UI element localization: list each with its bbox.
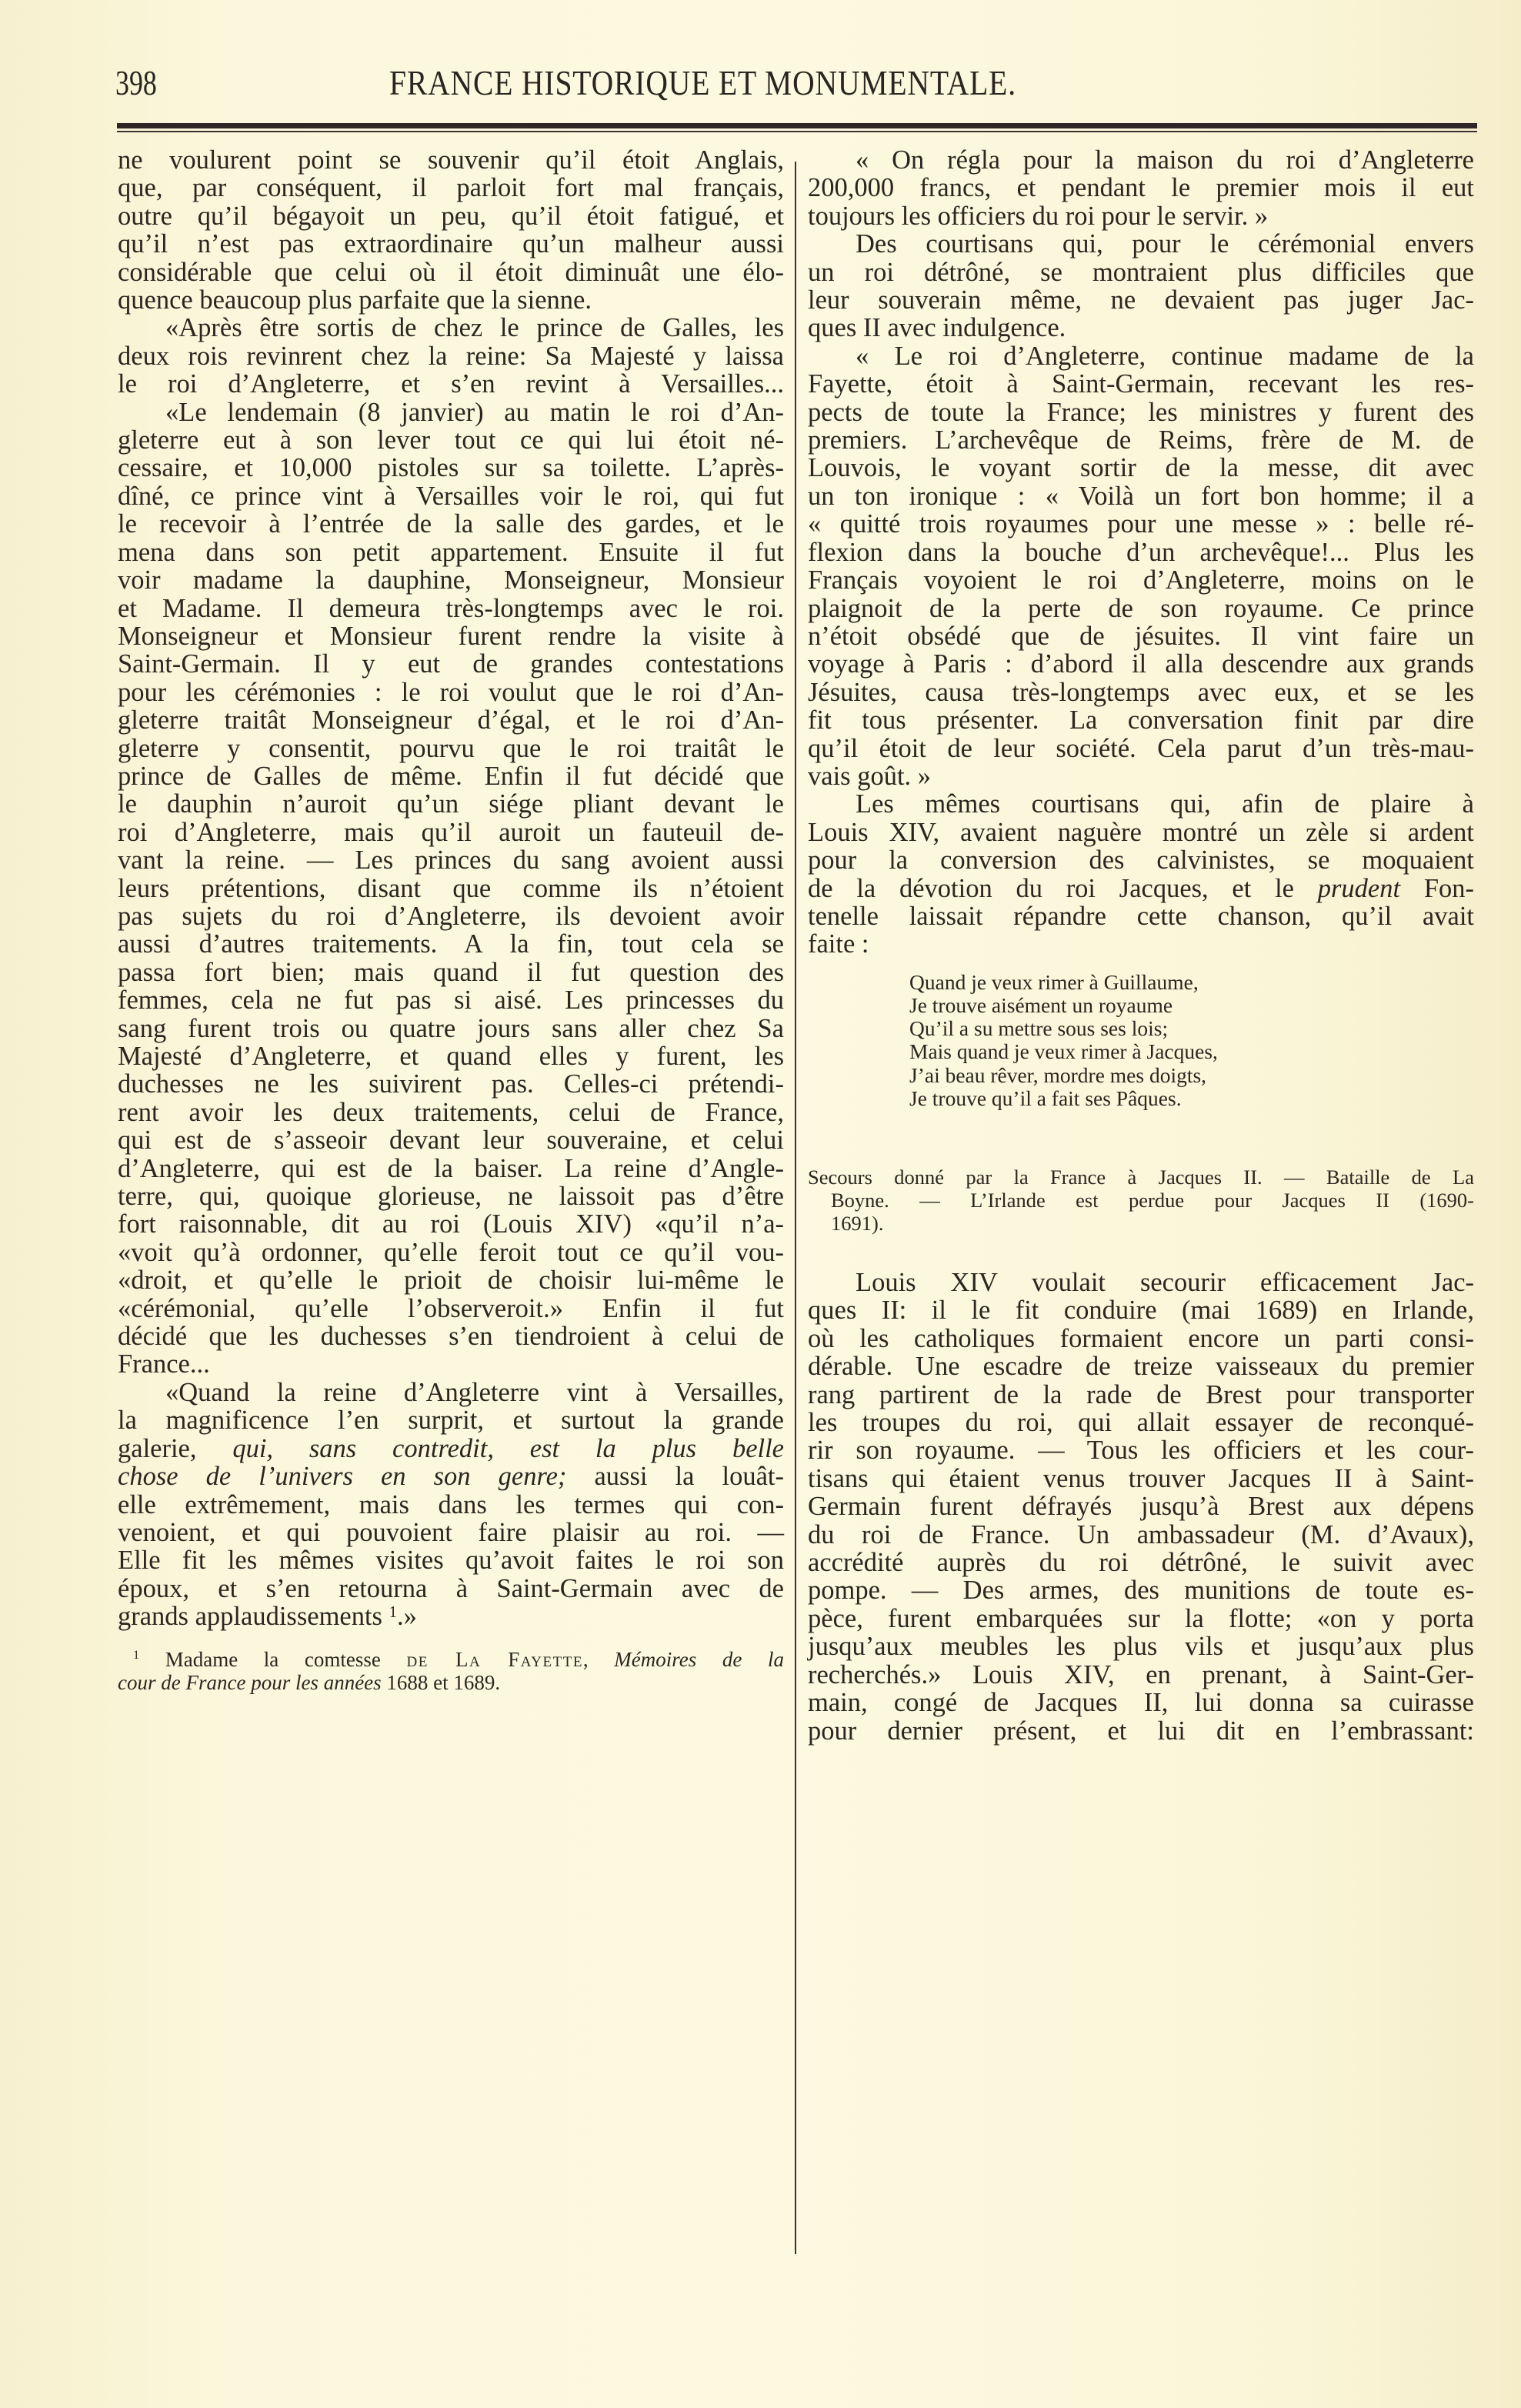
left-column: [118, 146, 784, 1694]
text-line: [118, 1435, 784, 1462]
text-line: leurs prétentions, disant que comme ils n’étoient: [118, 873, 784, 903]
running-head: [115, 60, 1477, 106]
text-line: faite :: [808, 929, 869, 959]
text-line: 200,000 francs, et pendant le premier mois il eut: [808, 173, 1474, 203]
text-line: voyage à Paris : d’abord il alla descendre aux grands: [808, 649, 1474, 679]
text-line: Louis XIV, avaient naguère montré un zèle si ardent: [808, 817, 1474, 847]
text-line: un roi détrôné, se montraient plus difficiles que: [808, 257, 1474, 287]
paragraph: [808, 230, 1474, 342]
header-rule-thin: [117, 131, 1477, 132]
text-line: [808, 875, 1474, 902]
text-line: pour les cérémonies : le roi voulut que le roi d’An-: [118, 677, 784, 707]
text-line: passa fort bien; mais quand il fut question des: [118, 957, 784, 987]
text-run: 1688 et 1689.: [381, 1670, 501, 1694]
text-line: France...: [118, 1349, 210, 1379]
text-line: accrédité auprès du roi détrôné, le suivit avec: [808, 1548, 1474, 1578]
text-run: Madame la comtesse: [165, 1647, 407, 1671]
text-line: main, congé de Jacques II, lui donna sa cuirasse: [808, 1688, 1474, 1718]
text-line: ques II: il le fit conduire (mai 1689) en Irlande,: [808, 1296, 1474, 1326]
text-line: quence beaucoup plus parfaite que la sienne.: [118, 285, 592, 315]
footnote-marker: 1: [133, 1647, 140, 1662]
text-line: Majesté d’Angleterre, et quand elles y furent, les: [118, 1042, 784, 1071]
text-line: Jésuites, causa très-longtemps avec eux, et se les: [808, 677, 1474, 707]
poem-verse: Mais quand je veux rimer à Jacques,: [909, 1039, 1218, 1064]
text-line: un ton ironique : « Voilà un fort bon homme; il a: [808, 481, 1474, 511]
text-line: leur souverain même, ne devaient pas juger Jac-: [808, 285, 1474, 315]
text-line: [118, 1603, 784, 1630]
text-line: « Le roi d’Angleterre, continue madame de la: [856, 341, 1474, 371]
text-line: Louis XIV voulait secourir efficacement Jac-: [856, 1268, 1474, 1297]
text-line: fort raisonnable, dit au roi (Louis XIV) «qu’il n’a-: [118, 1209, 784, 1239]
italic-word: prudent: [1317, 873, 1401, 903]
italic-quote: qui, sans contredit, est la plus belle: [232, 1433, 784, 1463]
text-line: Saint-Germain. Il y eut de grandes contestations: [118, 649, 784, 679]
section-heading: [808, 1166, 1474, 1235]
text-line: que, par conséquent, il parloit fort mal français,: [118, 173, 784, 203]
text-line: pèce, furent embarquées sur la flotte; «on y porta: [808, 1603, 1474, 1633]
text-line: rent avoir les deux traitements, celui de France,: [118, 1097, 784, 1127]
text-line: pects de toute la France; les ministres y furent des: [808, 397, 1474, 427]
text-line: où les catholiques formaient encore un parti consi-: [808, 1323, 1474, 1353]
text-line: pas sujets du roi d’Angleterre, ils devoient avoir: [118, 901, 784, 931]
text-line: qui est de s’asseoir devant leur souveraine, et celui: [118, 1126, 784, 1156]
text-line: Germain furent défrayés jusqu’à Brest aux dépens: [808, 1492, 1474, 1522]
poem-verse: Qu’il a su mettre sous ses lois;: [909, 1016, 1169, 1041]
text-line: ne voulurent point se souvenir qu’il étoit Anglais,: [118, 145, 784, 175]
text-line: premiers. L’archevêque de Reims, frère de M. de: [808, 425, 1474, 455]
paragraph: [808, 790, 1474, 958]
text-line: roi d’Angleterre, mais qu’il auroit un fauteuil de-: [118, 817, 784, 847]
footnote-title: cour de France pour les années: [118, 1670, 382, 1694]
text-line: deux rois revinrent chez la reine: Sa Majesté y laissa: [118, 341, 784, 371]
spacer: [808, 1235, 1474, 1269]
text-line: [118, 1462, 784, 1490]
text-line: pour la conversion des calvinistes, se moquaient: [808, 845, 1474, 875]
text-line: elle extrêmement, mais dans les termes qui con-: [118, 1489, 784, 1519]
text-line: toujours les officiers du roi pour le servir. »: [808, 201, 1269, 231]
paragraph: [808, 146, 1474, 230]
text-line: terre, qui, quoique glorieuse, ne laissoit pas d’être: [118, 1182, 784, 1212]
text-run: aussi la louât-: [566, 1462, 784, 1492]
paragraph: [808, 342, 1474, 791]
text-line: «Quand la reine d’Angleterre vint à Versailles,: [165, 1377, 784, 1407]
text-line: considérable que celui où il étoit diminuât une élo-: [118, 257, 784, 287]
text-line: ques II avec indulgence.: [808, 313, 1066, 343]
footnote: [118, 1648, 784, 1694]
text-line: prince de Galles de même. Enfin il fut décidé que: [118, 761, 784, 791]
text-line: plaignoit de la perte de son royaume. Ce prince: [808, 593, 1474, 623]
poem-verse: Je trouve aisément un royaume: [909, 992, 1173, 1017]
heading-line: Secours donné par la France à Jacques II. — Bataille de La: [808, 1166, 1474, 1189]
heading-line: Boyne. — L’Irlande est perdue pour Jacques II (1690-: [831, 1189, 1474, 1212]
text-line: venoient, et qui pouvoient faire plaisir au roi. —: [118, 1517, 784, 1547]
footnote-title: Mémoires de la: [614, 1647, 784, 1671]
text-line: sang furent trois ou quatre jours sans aller chez Sa: [118, 1013, 784, 1043]
text-line: dîné, ce prince vint à Versailles voir le roi, qui fut: [118, 481, 784, 511]
poem-verse: J’ai beau rêver, mordre mes doigts,: [909, 1062, 1207, 1087]
text-line: la magnificence l’en surprit, et surtout la grande: [118, 1406, 784, 1436]
header-double-rule: [117, 123, 1477, 134]
text-line: rang partirent de la rade de Brest pour transporter: [808, 1379, 1474, 1409]
text-run: galerie,: [118, 1433, 233, 1463]
text-line: fit tous présenter. La conversation finit par dire: [808, 705, 1474, 735]
text-line: pompe. — Des armes, des munitions de toute es-: [808, 1576, 1474, 1606]
text-line: décidé que les duchesses s’en tiendroient à celui de: [118, 1322, 784, 1352]
text-line: Louvois, le voyant sortir de la messe, dit avec: [808, 453, 1474, 483]
paragraph: [118, 146, 784, 314]
text-line: duchesses ne les suivirent pas. Celles-ci prétendi-: [118, 1069, 784, 1099]
text-line: pour dernier présent, et lui dit en l’embrassant:: [808, 1716, 1474, 1746]
text-line: les troupes du roi, qui allait essayer de reconqué-: [808, 1408, 1474, 1438]
text-line: et Madame. Il demeura très-longtemps avec le roi.: [118, 593, 784, 623]
text-line: «Après être sortis de chez le prince de Galles, les: [165, 313, 784, 343]
text-run: .»: [396, 1602, 417, 1632]
text-line: époux, et s’en retourna à Saint-Germain avec de: [118, 1573, 784, 1603]
text-line: «Le lendemain (8 janvier) au matin le roi d’An-: [165, 397, 784, 427]
text-line: Les mêmes courtisans qui, afin de plaire à: [856, 789, 1474, 819]
text-line: dérable. Une escadre de treize vaisseaux du premier: [808, 1352, 1474, 1382]
text-line: d’Angleterre, qui est de la baiser. La reine d’Angle-: [118, 1153, 784, 1183]
text-line: le recevoir à l’entrée de la salle des gardes, et le: [118, 509, 784, 539]
paragraph: [118, 314, 784, 398]
text-line: n’étoit obsédé que de jésuites. Il vint faire un: [808, 621, 1474, 651]
text-line: qu’il n’est pas extraordinaire qu’un malheur aussi: [118, 229, 784, 259]
text-line: tenelle laissait répandre cette chanson, qu’il avait: [808, 901, 1474, 931]
text-line: rir son royaume. — Tous les officiers et les cour-: [808, 1436, 1474, 1466]
text-line: tisans qui étaient venus trouver Jacques II à Saint-: [808, 1463, 1474, 1493]
text-line: «voit qu’à ordonner, qu’elle feroit tout ce qu’il vou-: [118, 1237, 784, 1267]
text-line: gleterre traitât Monseigneur d’égal, et le roi d’An-: [118, 705, 784, 735]
text-line: qu’il étoit de leur société. Cela parut d’un très-mau-: [808, 733, 1474, 763]
italic-quote: chose de l’univers en son genre;: [118, 1462, 567, 1492]
text-line: cessaire, et 10,000 pistoles sur sa toilette. L’après-: [118, 453, 784, 483]
text-line: Monseigneur et Monsieur furent rendre la visite à: [118, 621, 784, 651]
paragraph: [118, 399, 784, 1379]
text-line: femmes, cela ne fut pas si aisé. Les princesses du: [118, 986, 784, 1016]
text-line: mena dans son petit appartement. Ensuite il fut: [118, 537, 784, 567]
page-number: 398: [115, 63, 157, 102]
text-line: Des courtisans qui, pour le cérémonial envers: [856, 229, 1474, 259]
right-column: [808, 146, 1474, 1745]
header-rule-thick: [117, 123, 1477, 128]
text-line: «droit, et qu’elle le prioit de choisir lui-même le: [118, 1266, 784, 1296]
footnote-line: [118, 1671, 784, 1694]
paragraph: [808, 1269, 1474, 1745]
text-line: gleterre eut à son lever tout ce qui lui étoit né-: [118, 425, 784, 455]
text-line: le dauphin n’auroit qu’un siége pliant devant le: [118, 789, 784, 819]
text-line: vant la reine. — Les princes du sang avoient aussi: [118, 845, 784, 875]
footnote-author: de La Fayette: [406, 1647, 583, 1671]
text-line: gleterre y consentit, pourvu que le roi traitât le: [118, 733, 784, 763]
text-line: Français voyoient le roi d’Angleterre, moins on le: [808, 565, 1474, 595]
text-line: aussi d’autres traitements. A la fin, tout cela se: [118, 929, 784, 959]
poem: [909, 971, 1474, 1110]
poem-verse: Je trouve qu’il a fait ses Pâques.: [909, 1086, 1182, 1110]
text-line: du roi de France. Un ambassadeur (M. d’Avaux),: [808, 1519, 1474, 1549]
footnote-reference[interactable]: 1: [389, 1604, 397, 1622]
heading-line: 1691).: [831, 1212, 884, 1235]
text-line: voir madame la dauphine, Monseigneur, Monsieur: [118, 565, 784, 595]
text-line: flexion dans la bouche d’un archevêque!... Plus les: [808, 537, 1474, 567]
text-line: « On régla pour la maison du roi d’Angleterre: [856, 145, 1474, 175]
footnote-line: [118, 1648, 784, 1671]
text-run: de la dévotion du roi Jacques, et le: [808, 873, 1318, 903]
text-line: « quitté trois royaumes pour une messe » : belle ré-: [808, 509, 1474, 539]
text-line: outre qu’il bégayoit un peu, qu’il étoit fatigué, et: [118, 201, 784, 231]
text-line: jusqu’aux meubles les plus vils et jusqu’aux plus: [808, 1632, 1474, 1662]
text-line: recherchés.» Louis XIV, en prenant, à Saint-Ger-: [808, 1659, 1474, 1689]
text-line: vais goût. »: [808, 761, 932, 791]
column-divider: [795, 162, 796, 2254]
text-run: Fon-: [1400, 873, 1474, 903]
poem-verse: Quand je veux rimer à Guillaume,: [909, 969, 1199, 994]
text-line: «cérémonial, qu’elle l’observeroit.» Enfin il fut: [118, 1293, 784, 1323]
text-line: Fayette, étoit à Saint-Germain, recevant les res-: [808, 369, 1474, 399]
text-line: Elle fit les mêmes visites qu’avoit faites le roi son: [118, 1546, 784, 1576]
text-run: ,: [582, 1647, 615, 1671]
page-title: FRANCE HISTORIQUE ET MONUMENTALE.: [389, 63, 1016, 102]
text-line: le roi d’Angleterre, et s’en revint à Versailles...: [118, 369, 784, 399]
paragraph: [118, 1379, 784, 1631]
text-run: grands applaudissements: [118, 1602, 382, 1632]
